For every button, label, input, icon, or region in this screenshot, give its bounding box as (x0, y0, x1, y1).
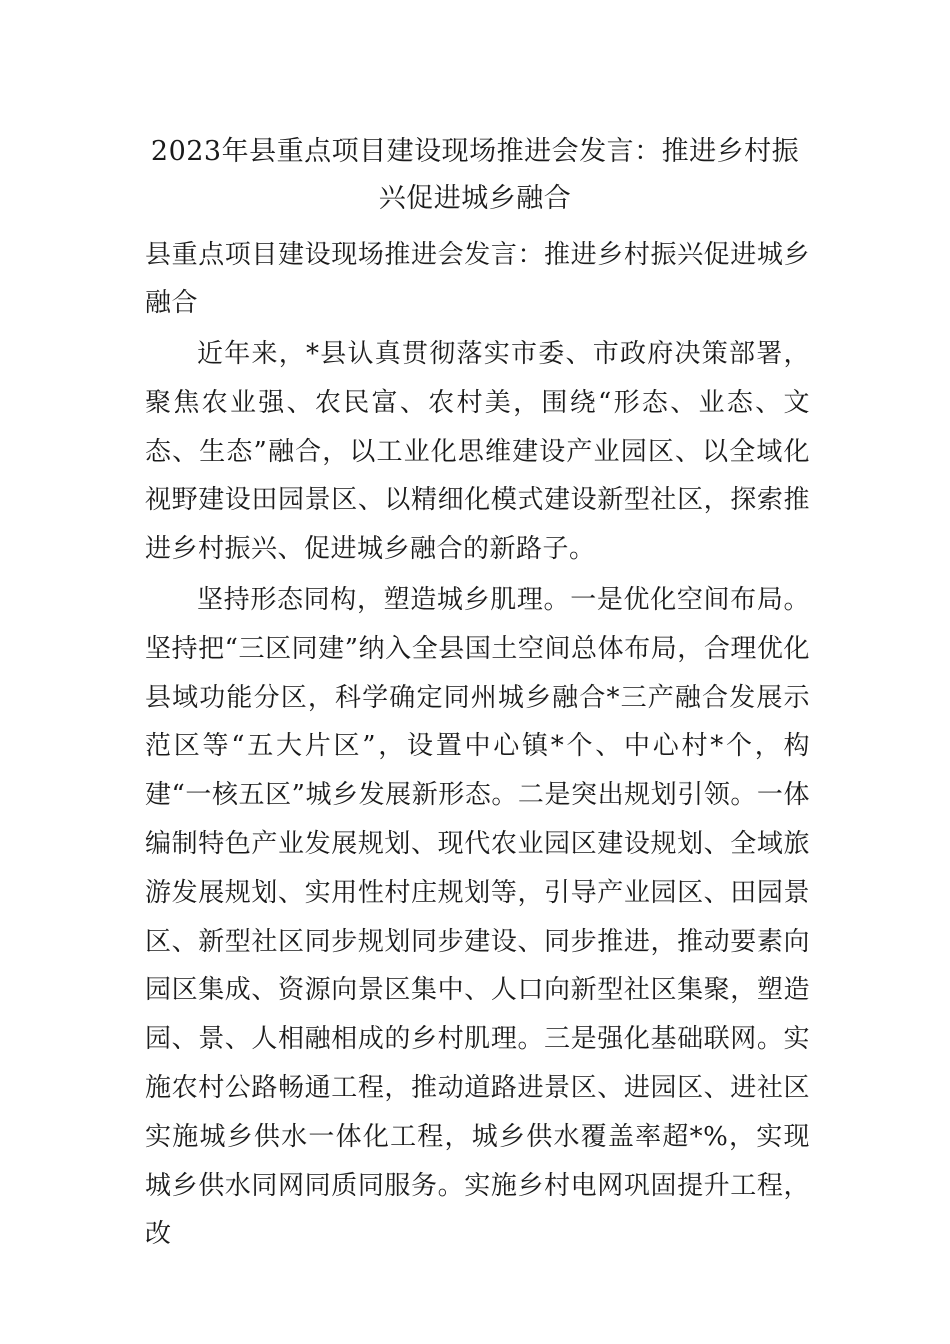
paragraph-form-structure: 坚持形态同构，塑造城乡肌理。一是优化空间布局。坚持把“三区同建”纳入全县国土空间总体布局，合理优化县域功能分区，科学确定同州城乡融合*三产融合发展示范区等“五大片区”，设置中心镇*个、中心村*个，构建“一核五区”城乡发展新形态。二是突出规划引领。一体编制特色产业发展规划、现代农业园区建设规划、全域旅游发展规划、实用性村庄规划等，引导产业园区、田园景区、新型社区同步规划同步建设、同步推进，推动要素向园区集成、资源向景区集中、人口向新型社区集聚，塑造园、景、人相融相成的乡村肌理。三是强化基础联网。实施农村公路畅通工程，推动道路进景区、进园区、进社区实施城乡供水一体化工程，城乡供水覆盖率超*%，实现城乡供水同网同质同服务。实施乡村电网巩固提升工程，改 (145, 585, 810, 1250)
document-title: 2023年县重点项目建设现场推进会发言：推进乡村振兴促进城乡融合 (150, 136, 800, 214)
paragraph-intro: 近年来，*县认真贯彻落实市委、市政府决策部署，聚焦农业强、农民富、农村美，围绕“形态、业态、文态、生态”融合，以工业化思维建设产业园区、以全域化视野建设田园景区、以精细化模式建设新型社区，探索推进乡村振兴、促进城乡融合的新路子。 (145, 339, 810, 565)
document-subtitle: 县重点项目建设现场推进会发言：推进乡村振兴促进城乡融合 (145, 240, 810, 318)
